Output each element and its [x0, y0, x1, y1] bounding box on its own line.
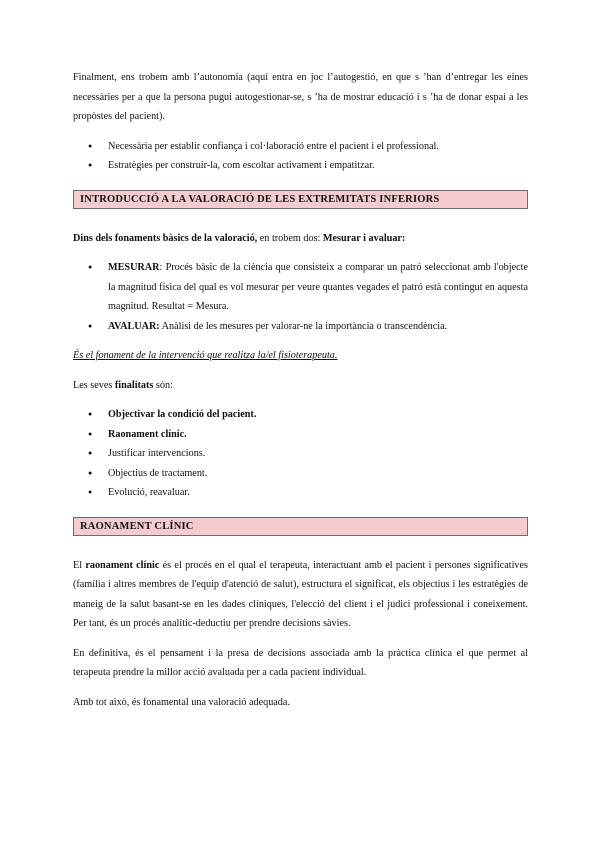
- p1-pre-text: El: [73, 559, 86, 571]
- definitions-list: [73, 258, 528, 336]
- list-item: ● Raonament clínic.: [73, 425, 528, 445]
- aims-bold-text: finalitats: [114, 379, 154, 391]
- list-item: ● Evolució, reavaluar.: [73, 483, 528, 503]
- list-item: ● Estratègies per construir-la, com escoltar activament i empatitzar.: [73, 156, 528, 176]
- term-mesurar: MESURAR: [108, 262, 160, 273]
- section-heading-intro-valoracio: INTRODUCCIÓ A LA VALORACIÓ DE LES EXTREMITATS INFERIORS: [73, 190, 528, 209]
- definition-text: Anàlisi de les mesures per valorar-ne la importància o transcendència.: [159, 320, 448, 332]
- list-item: ● Objectius de tractament.: [73, 464, 528, 484]
- definition-mesurar: [73, 258, 528, 317]
- aims-pre-text: Les seves: [73, 379, 115, 391]
- fundamentals-lead: [73, 229, 528, 249]
- term-avaluar: AVALUAR:: [108, 320, 160, 332]
- foundation-note: És el fonament de la intervenció que realitza la/el fisioterapeuta.: [73, 350, 338, 361]
- conclusion-paragraph: Amb tot això, és fonamental una valoració adequada.: [73, 696, 290, 708]
- document-body: [73, 68, 528, 712]
- clinical-reasoning-paragraph: [73, 556, 528, 634]
- list-item: ● Justificar intervencions.: [73, 444, 528, 464]
- aims-post-text: són:: [153, 379, 173, 391]
- aims-list: [73, 405, 528, 503]
- lead-bold-text: Dins dels fonaments bàsics de la valoració,: [73, 232, 258, 244]
- p1-post-text: és el procés en el qual el terapeuta, interactuant amb el pacient i persones significatives (família i altres membres de l'equip d'atenció de salut), estructura el significat, els objectius i les estratègies de maneig de la salut basant-se en les dades clíniques, l'elecció del client i el judici professional i coneixement. Per tant, és un procés analític-deductiu per prendre decisions sàvies.: [73, 559, 528, 629]
- section-heading-raonament: RAONAMENT CLÍNIC: [73, 517, 528, 536]
- autonomy-paragraph: Finalment, ens trobem amb l’autonomia (aquí entra en joc l’autogestió, en que s ’han d’entregar les eines necessàries per a que la persona pugui autogestionar-se, s ’ha de mostrar educació i s ’ha de donar espai a les propòstes del pacient).: [73, 72, 528, 122]
- lead-text: en trobem dos:: [257, 232, 323, 244]
- definition-text: : Procés bàsic de la ciència que consisteix a comparar un patró seleccionat amb l'objecte la magnitud física del qual es vol mesurar per veure quantes vegades el patró està contingut en aquesta magnitud. Resultat = Mesura.: [108, 262, 528, 312]
- trust-list: [73, 137, 528, 176]
- definition-avaluar: [73, 317, 528, 337]
- aims-lead: [73, 376, 528, 396]
- definitive-paragraph: En definitiva, és el pensament i la presa de decisions associada amb la pràctica clínica el que permet al terapeuta prendre la millor acció avaluada per a cada pacient individual.: [73, 647, 528, 678]
- list-item: ● Necessària per establir confiança i col·laboració entre el pacient i el professional.: [73, 137, 528, 157]
- list-item: ● Objectivar la condició del pacient.: [73, 405, 528, 425]
- p1-bold-text: raonament clínic: [85, 559, 160, 571]
- lead-bold-text-2: Mesurar i avaluar:: [322, 232, 406, 244]
